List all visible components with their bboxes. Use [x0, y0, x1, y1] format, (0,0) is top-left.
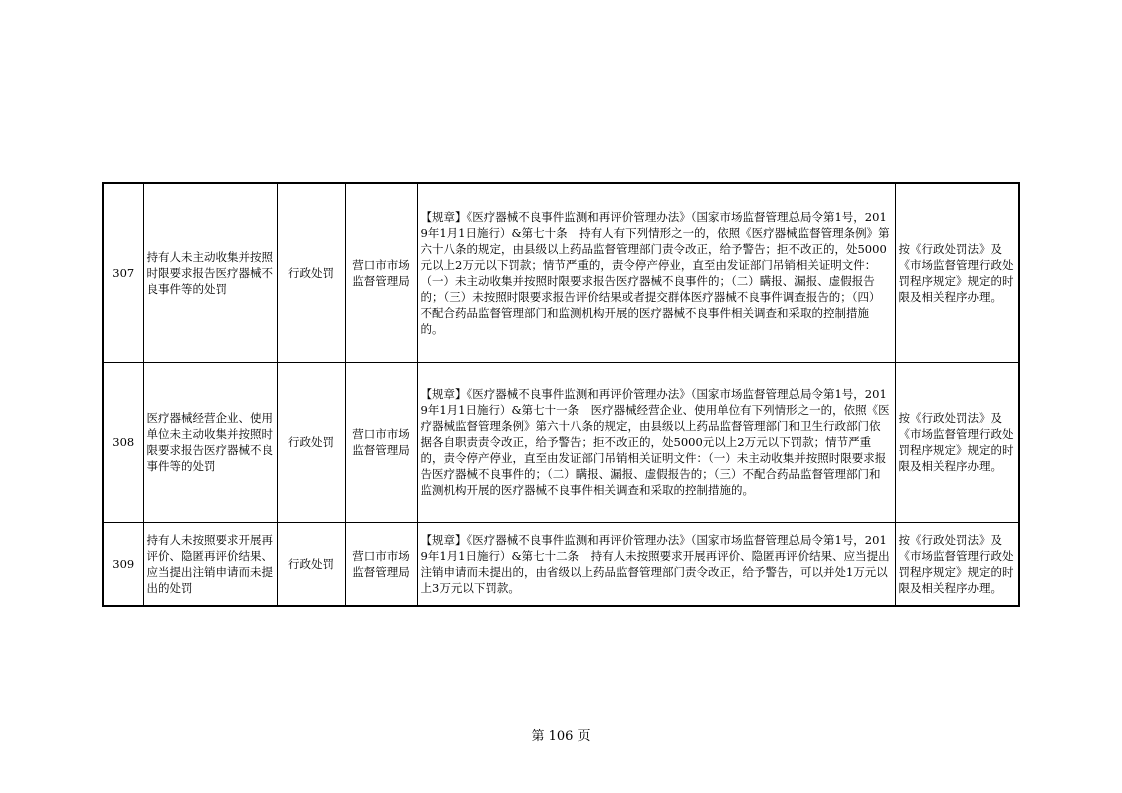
- item-type: 行政处罚: [277, 362, 345, 522]
- row-number: 308: [103, 362, 143, 522]
- page-number: 第 106 页: [531, 729, 591, 744]
- legal-basis: 【规章】《医疗器械不良事件监测和再评价管理办法》（国家市场监督管理总局令第1号，2019年1月1日施行）&第七十一条 医疗器械经营企业、使用单位有下列情形之一的，依照《医疗器械监督管理条例》第六十八条的规定，由县级以上药品监督管理部门和卫生行政部门依据各自职责责令改正，给予警告；拒不改正的，处5000元以上2万元以下罚款；情节严重的，责令停产停业，直至由发证部门吊销相关证明文件：（一）未主动收集并按照时限要求报告医疗器械不良事件的；（二）瞒报、漏报、虚假报告的；（三）不配合药品监督管理部门和监测机构开展的医疗器械不良事件相关调查和采取的控制措施的。: [417, 362, 895, 522]
- row-number: 309: [103, 522, 143, 606]
- procedure: 按《行政处罚法》及《市场监督管理行政处罚程序规定》规定的时限及相关程序办理。: [895, 522, 1019, 606]
- row-number: 307: [103, 183, 143, 362]
- agency: 营口市市场监督管理局: [345, 522, 417, 606]
- procedure: 按《行政处罚法》及《市场监督管理行政处罚程序规定》规定的时限及相关程序办理。: [895, 183, 1019, 362]
- procedure: 按《行政处罚法》及《市场监督管理行政处罚程序规定》规定的时限及相关程序办理。: [895, 362, 1019, 522]
- penalty-items-table: [102, 182, 1020, 607]
- table-row: [103, 183, 1019, 362]
- table-row: [103, 362, 1019, 522]
- item-name: 医疗器械经营企业、使用单位未主动收集并按照时限要求报告医疗器械不良事件等的处罚: [143, 362, 277, 522]
- agency: 营口市市场监督管理局: [345, 183, 417, 362]
- item-type: 行政处罚: [277, 183, 345, 362]
- item-type: 行政处罚: [277, 522, 345, 606]
- legal-basis: 【规章】《医疗器械不良事件监测和再评价管理办法》（国家市场监督管理总局令第1号，2019年1月1日施行）&第七十条 持有人有下列情形之一的，依照《医疗器械监督管理条例》第六十八条的规定，由县级以上药品监督管理部门责令改正，给予警告；拒不改正的，处5000元以上2万元以下罚款；情节严重的，责令停产停业，直至由发证部门吊销相关证明文件：（一）未主动收集并按照时限要求报告医疗器械不良事件的；（二）瞒报、漏报、虚假报告的；（三）未按照时限要求报告评价结果或者提交群体医疗器械不良事件调查报告的；（四）不配合药品监督管理部门和监测机构开展的医疗器械不良事件相关调查和采取的控制措施的。: [417, 183, 895, 362]
- agency: 营口市市场监督管理局: [345, 362, 417, 522]
- table-row: [103, 522, 1019, 606]
- legal-basis: 【规章】《医疗器械不良事件监测和再评价管理办法》（国家市场监督管理总局令第1号，2019年1月1日施行）&第七十二条 持有人未按照要求开展再评价、隐匿再评价结果、应当提出注销申请而未提出的，由省级以上药品监督管理部门责令改正，给予警告，可以并处1万元以上3万元以下罚款。: [417, 522, 895, 606]
- item-name: 持有人未按照要求开展再评价、隐匿再评价结果、应当提出注销申请而未提出的处罚: [143, 522, 277, 606]
- item-name: 持有人未主动收集并按照时限要求报告医疗器械不良事件等的处罚: [143, 183, 277, 362]
